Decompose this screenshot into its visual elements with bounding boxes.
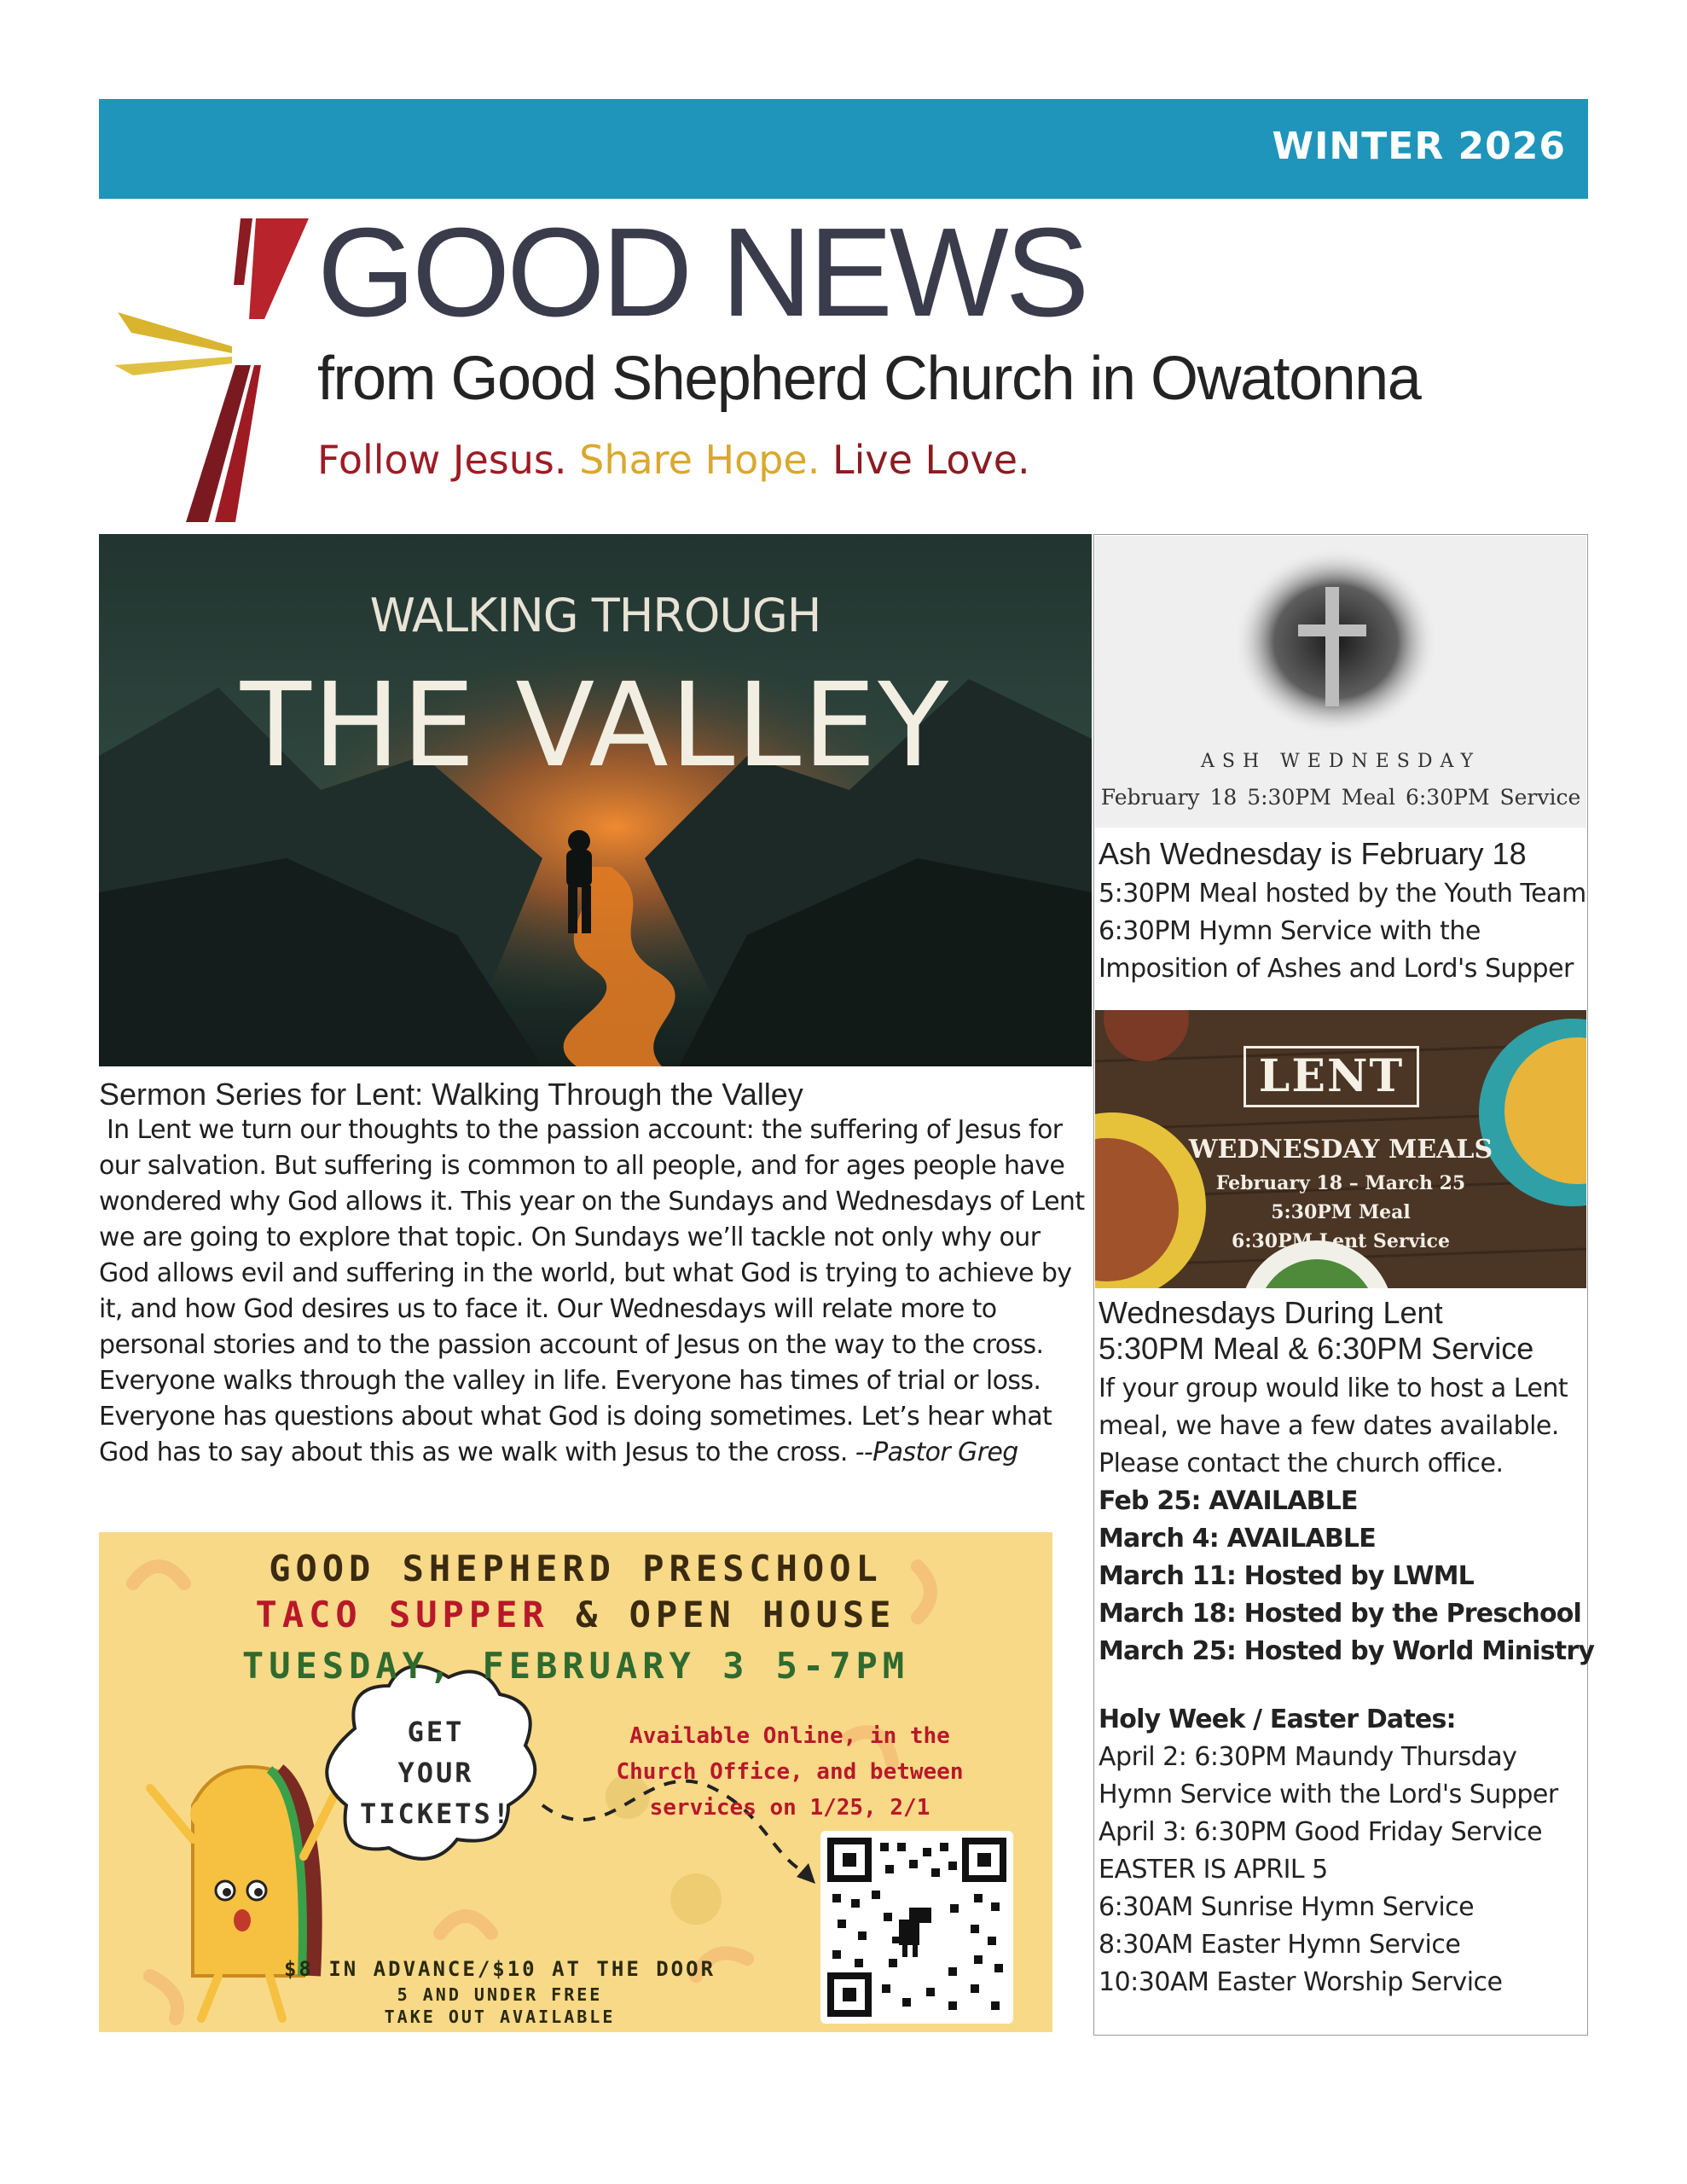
ash-wednesday-label: ASH WEDNESDAY bbox=[1201, 751, 1481, 772]
wednesdays-intro-2: meal, we have a few dates available. bbox=[1099, 1411, 1559, 1441]
under-five-free: 5 AND UNDER FREE bbox=[397, 1984, 603, 2005]
lent-meals-image bbox=[1095, 1010, 1586, 1288]
get-tickets-cloud bbox=[346, 1711, 525, 1834]
lent-date-mar4: March 4: AVAILABLE bbox=[1099, 1524, 1376, 1554]
ticket-qr-code[interactable] bbox=[820, 1831, 1013, 2024]
holy-week-line-6: 8:30AM Easter Hymn Service bbox=[1099, 1930, 1461, 1960]
lent-date-mar25: March 25: Hosted by World Ministry bbox=[1099, 1636, 1595, 1666]
availability-line-2: Church Office, and between bbox=[616, 1759, 964, 1785]
ash-cross-icon bbox=[1095, 536, 1586, 828]
sermon-paragraph-2: Everyone walks through the valley in life. Everyone has times of trial or loss. Everyone has questions about what God is doing sometimes. Let’s hear what God has to say about this as we walk with Jesus to the cross. bbox=[99, 1366, 1052, 1467]
tagline-follow: Follow Jesus. bbox=[317, 437, 567, 483]
wednesdays-title: Wednesdays During Lent bbox=[1099, 1295, 1443, 1330]
ticket-availability bbox=[611, 1718, 969, 1826]
ash-imposition-line: Imposition of Ashes and Lord's Supper bbox=[1099, 954, 1574, 984]
taco-supper-text: TACO SUPPER bbox=[255, 1594, 549, 1635]
event-date: TUESDAY, FEBRUARY 3 5-7PM bbox=[241, 1645, 910, 1687]
sermon-paragraph-1: In Lent we turn our thoughts to the passion account: the suffering of Jesus for our salvation. But suffering is common to all people, and for ages people have wondered why God allows it. This year on the Sundays and Wednesdays of Lent we are going to explore that topic. On Sundays we’ll tackle not only why our God allows evil and suffering in the world, but what God is trying to achieve by it, and how God desires us to face it. Our Wednesdays will relate more to personal stories and to the passion account of Jesus on the way to the cross. bbox=[99, 1115, 1085, 1360]
tagline-live: Live Love. bbox=[832, 437, 1030, 483]
newsletter-title: GOOD NEWS bbox=[317, 202, 1087, 343]
wednesdays-intro-3: Please contact the church office. bbox=[1099, 1449, 1504, 1478]
holy-week-line-1: April 2: 6:30PM Maundy Thursday bbox=[1099, 1742, 1517, 1772]
lent-badge: LENT bbox=[1244, 1046, 1419, 1107]
ash-service-line: 6:30PM Hymn Service with the bbox=[1099, 916, 1481, 946]
holy-week-line-2: Hymn Service with the Lord's Supper bbox=[1099, 1780, 1558, 1809]
valley-sermon-image bbox=[99, 534, 1092, 1066]
preschool-flyer bbox=[99, 1532, 1052, 2032]
holy-week-line-7: 10:30AM Easter Worship Service bbox=[1099, 1967, 1503, 1997]
lent-date-mar11: March 11: Hosted by LWML bbox=[1099, 1561, 1474, 1591]
valley-heading-small: WALKING THROUGH bbox=[369, 589, 821, 642]
sermon-body bbox=[99, 1112, 1093, 1471]
lent-service-time: 6:30PM Lent Service bbox=[1232, 1230, 1450, 1252]
ticket-price: $8 IN ADVANCE/$10 AT THE DOOR bbox=[283, 1957, 716, 1981]
ash-wednesday-title: Ash Wednesday is February 18 bbox=[1099, 836, 1527, 871]
tagline-share: Share Hope. bbox=[579, 437, 820, 483]
qr-code-icon bbox=[820, 1831, 1013, 2024]
holy-week-line-5: 6:30AM Sunrise Hymn Service bbox=[1099, 1892, 1475, 1922]
lent-meals-dates: February 18 – March 25 bbox=[1215, 1172, 1466, 1194]
open-house-text: OPEN HOUSE bbox=[629, 1594, 896, 1635]
sermon-title: Sermon Series for Lent: Walking Through the Valley bbox=[99, 1077, 803, 1112]
takeout-available: TAKE OUT AVAILABLE bbox=[384, 2007, 616, 2027]
taco-supper-line bbox=[99, 1594, 1052, 1635]
season-label: WINTER 2026 bbox=[1272, 125, 1566, 168]
newsletter-subtitle: from Good Shepherd Church in Owatonna bbox=[317, 345, 1421, 413]
ash-meal-line: 5:30PM Meal hosted by the Youth Team bbox=[1099, 879, 1586, 909]
ash-wednesday-times: February 18 5:30PM Meal 6:30PM Service bbox=[1100, 785, 1581, 810]
lent-date-feb25: Feb 25: AVAILABLE bbox=[1099, 1486, 1358, 1516]
wednesdays-intro-1: If your group would like to host a Lent bbox=[1099, 1374, 1568, 1403]
wednesdays-subtitle: 5:30PM Meal & 6:30PM Service bbox=[1099, 1331, 1534, 1366]
lent-meal-time: 5:30PM Meal bbox=[1271, 1201, 1411, 1223]
sermon-signature: --Pastor Greg bbox=[855, 1438, 1018, 1467]
valley-heading-big: THE VALLEY bbox=[240, 659, 951, 793]
availability-line-3: services on 1/25, 2/1 bbox=[649, 1795, 930, 1821]
holy-week-line-4: EASTER IS APRIL 5 bbox=[1099, 1855, 1328, 1885]
preschool-heading: GOOD SHEPHERD PRESCHOOL bbox=[269, 1548, 883, 1589]
header-band bbox=[99, 99, 1588, 199]
ampersand: & bbox=[575, 1594, 603, 1635]
cloud-line-1: GET bbox=[407, 1716, 465, 1748]
cloud-line-3: TICKETS! bbox=[359, 1798, 513, 1830]
tagline bbox=[317, 437, 1030, 483]
lent-date-mar18: March 18: Hosted by the Preschool bbox=[1099, 1599, 1582, 1629]
cross-logo-icon bbox=[107, 218, 312, 522]
availability-line-1: Available Online, in the bbox=[629, 1723, 950, 1749]
holy-week-line-3: April 3: 6:30PM Good Friday Service bbox=[1099, 1817, 1543, 1847]
ash-wednesday-image bbox=[1095, 536, 1586, 828]
lent-meals-heading: WEDNESDAY MEALS bbox=[1188, 1135, 1493, 1165]
cloud-line-2: YOUR bbox=[397, 1757, 474, 1789]
holy-week-title: Holy Week / Easter Dates: bbox=[1099, 1705, 1456, 1734]
